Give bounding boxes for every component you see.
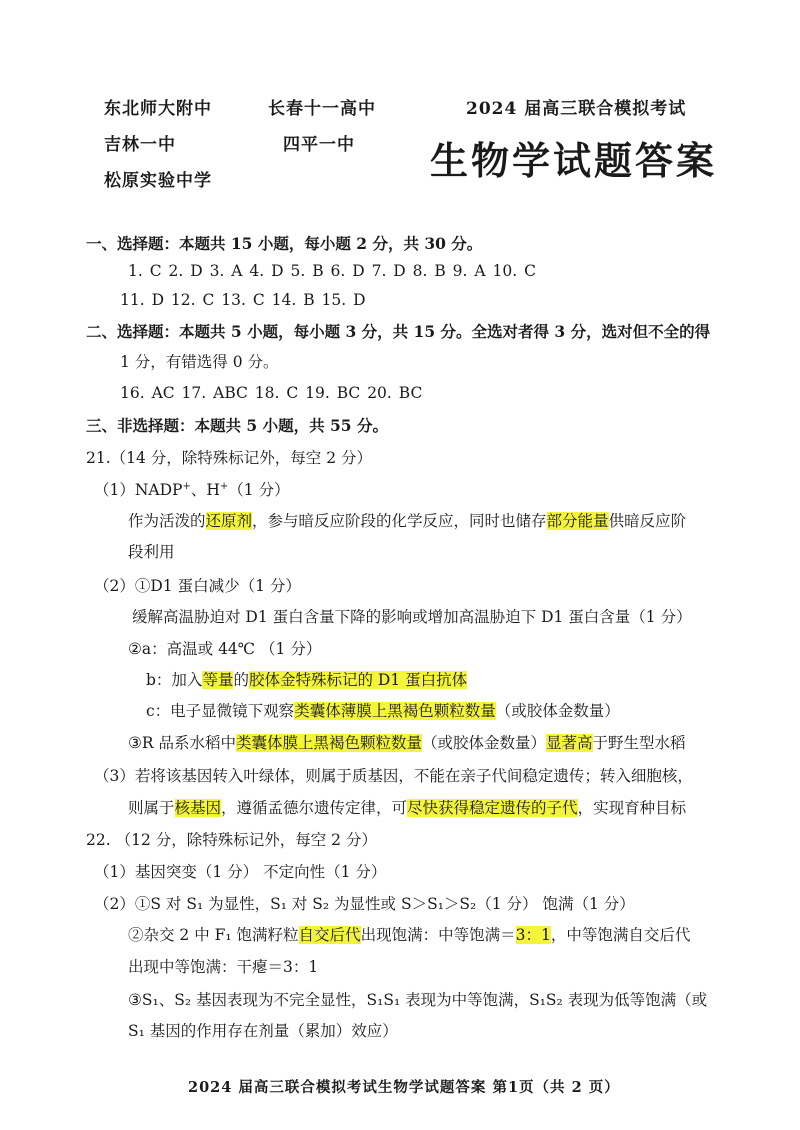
answer-line: （2）①S 对 S₁ 为显性，S₁ 对 S₂ 为显性或 S＞S₁＞S₂（1 分） 饱满（1 分） <box>94 895 635 913</box>
school-name: 东北师大附中 <box>104 99 212 119</box>
answer-line: 出现中等饱满：干瘪＝3：1 <box>128 958 319 976</box>
school-name: 四平一中 <box>283 135 355 155</box>
section-heading: 三、非选择题：本题共 5 小题，共 55 分。 <box>86 416 388 435</box>
answer-line: 作为活泼的还原剂，参与暗反应阶段的化学反应，同时也储存部分能量供暗反应阶 <box>128 512 687 530</box>
answer-row: 16. AC 17. ABC 18. C 19. BC 20. BC <box>120 384 423 402</box>
answer-line: c：电子显微镜下观察类囊体薄膜上黑褐色颗粒数量（或胶体金数量） <box>146 702 620 720</box>
question-title: 22. （12 分，除特殊标记外，每空 2 分） <box>86 831 377 849</box>
highlight: 核基因 <box>174 799 222 817</box>
page-footer: 2024 届高三联合模拟考试生物学试题答案 第1页（共 2 页） <box>188 1079 620 1096</box>
answer-line: （1）基因突变（1 分） 不定向性（1 分） <box>94 863 387 881</box>
answer-line: （2）①D1 蛋白减少（1 分） <box>94 577 301 595</box>
answer-line: 缓解高温胁迫对 D1 蛋白含量下降的影响或增加高温胁迫下 D1 蛋白含量（1 分） <box>132 608 692 626</box>
question-title: 21.（14 分，除特殊标记外，每空 2 分） <box>86 449 373 467</box>
answer-line: ③R 品系水稻中类囊体膜上黑褐色颗粒数量（或胶体金数量）显著高于野生型水稻 <box>128 734 686 752</box>
answer-row: 1. C 2. D 3. A 4. D 5. B 6. D 7. D 8. B 9. A 10. C <box>128 262 536 280</box>
answer-line: S₁ 基因的作用存在剂量（累加）效应） <box>128 1022 398 1040</box>
answer-row: 11. D 12. C 13. C 14. B 15. D <box>120 291 366 309</box>
highlight: 还原剂 <box>205 512 253 530</box>
exam-title: 2024 届高三联合模拟考试 <box>466 99 687 119</box>
answer-line: ③S₁、S₂ 基因表现为不完全显性，S₁S₁ 表现为中等饱满，S₁S₂ 表现为低等饱满（或 <box>128 991 708 1009</box>
answer-line: ②杂交 2 中 F₁ 饱满籽粒自交后代出现饱满：中等饱满＝3：1，中等饱满自交后代 <box>128 926 691 944</box>
section-heading-cont: 1 分，有错选得 0 分。 <box>120 353 279 371</box>
highlight: 类囊体膜上黑褐色颗粒数量 <box>236 734 423 752</box>
page-title: 生物学试题答案 <box>430 138 718 183</box>
answer-line: b：加入等量的胶体金特殊标记的 D1 蛋白抗体 <box>146 671 468 689</box>
highlight: 等量 <box>202 671 234 689</box>
highlight: 类囊体薄膜上黑褐色颗粒数量 <box>294 702 496 720</box>
school-name: 长春十一高中 <box>268 99 376 119</box>
school-name: 吉林一中 <box>104 135 176 155</box>
highlight: 尽快获得稳定遗传的子代 <box>407 799 578 817</box>
highlight: 胶体金特殊标记的 D1 蛋白抗体 <box>248 671 468 689</box>
answer-line: ②a：高温或 44℃ （1 分） <box>128 640 322 658</box>
highlight: 显著高 <box>546 734 593 752</box>
highlight: 部分能量 <box>546 512 609 530</box>
answer-line: （3）若将该基因转入叶绿体，则属于质基因，不能在亲子代间稳定遗传；转入细胞核， <box>94 767 693 785</box>
highlight: 自交后代 <box>298 926 361 944</box>
school-name: 松原实验中学 <box>104 171 212 191</box>
section-heading: 一、选择题：本题共 15 小题，每小题 2 分，共 30 分。 <box>86 234 483 253</box>
answer-line: （1）NADP+、H+（1 分） <box>94 480 290 499</box>
answer-line: 段利用 <box>128 543 175 561</box>
answer-line: 则属于核基因，遵循孟德尔遗传定律，可尽快获得稳定遗传的子代，实现育种目标 <box>128 799 687 817</box>
section-heading: 二、选择题：本题共 5 小题，每小题 3 分，共 15 分。全选对者得 3 分，选对但不全的得 <box>86 322 711 341</box>
highlight: 3：1 <box>515 926 551 944</box>
